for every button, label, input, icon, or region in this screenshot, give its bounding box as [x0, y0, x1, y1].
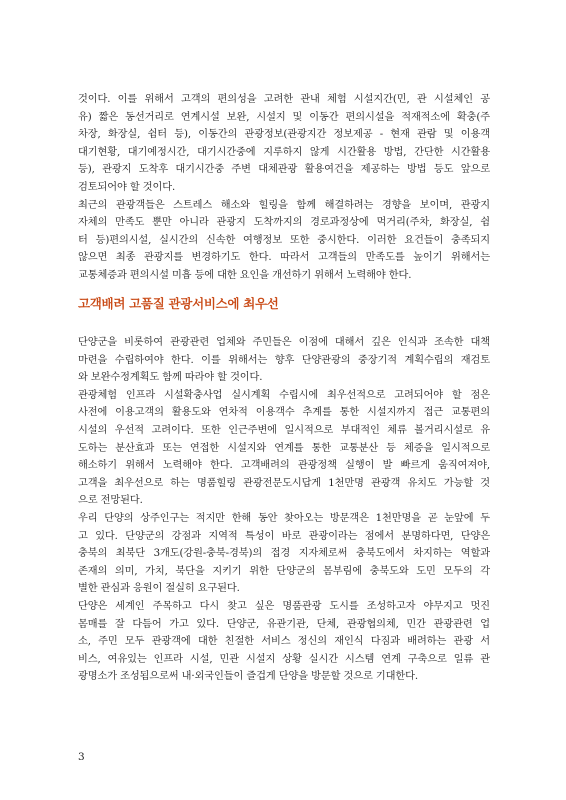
text-line: 마련을 수립하여야 한다. 이를 위해서는 향후 단양관광의 중장기적 계획수립의 재검토	[78, 354, 490, 366]
text-line: 충북의 최북단 3개도(강원-충북-경북)의 접경 지자체로써 충북도에서 차지하는 역할과	[78, 548, 490, 560]
text-line: 비스, 여유있는 인프라 시설, 민관 시설지 상황 실시간 시스템 연계 구축으로 일류 관	[78, 653, 490, 665]
text-line: 우리 단양의 상주인구는 적지만 한해 동안 찾아오는 방문객은 1천만명을 곧 눈앞에 두	[78, 512, 490, 524]
text-line: 터 등)편의시설, 실시간의 신속한 여행정보 또한 중시한다. 이러한 요건들이 충족되지	[78, 234, 490, 246]
text-line: 사전에 이용고객의 활용도와 연차적 이용객수 추계를 통한 시설지까지 접근 교통편의	[78, 407, 490, 419]
text-line: 고객을 최우선으로 하는 명품힐링 관광전문도시답게 1천만명 관광객 유치도 가능할 것	[78, 477, 490, 489]
text-line: 최근의 관광객들은 스트레스 해소와 힐링을 함께 해결하려는 경향을 보이며, 관광지	[78, 199, 490, 211]
text-line: 것이다. 이를 위해서 고객의 편의성을 고려한 관내 체험 시설지간(민, 관 시설체인 공	[78, 94, 490, 105]
text-line: 단양은 세계인 주목하고 다시 찾고 싶은 명품관광 도시를 조성하고자 야무지고 멋진	[78, 600, 490, 612]
page-number: 3	[78, 751, 85, 763]
text-line: 등), 관광지 도착후 대기시간중 주변 대체관광 활용여건을 제공하는 방법 등도 앞으로	[78, 164, 490, 176]
text-line: 검토되어야 할 것이다.	[78, 181, 176, 193]
text-line: 교통체증과 편의시설 미흡 등에 대한 요인을 개선하기 위해서 노력해야 한다.	[78, 269, 412, 281]
text-line: 존재의 의미, 가치, 북단을 지키기 위한 단양군의 몸부림에 충북도와 도민 모두의 각	[78, 565, 490, 577]
text-line: 으로 전망된다.	[78, 495, 143, 507]
text-line: 몸매를 잘 다듬어 가고 있다. 단양군, 유관기관, 단체, 관광협의체, 민간 관광관련 업	[78, 618, 490, 630]
text-line: 별한 관심과 응원이 절실히 요구된다.	[78, 583, 240, 595]
text-line: 않으면 최종 관광지를 변경하기도 한다. 따라서 고객들의 만족도를 높이기 위해서는	[78, 252, 490, 264]
body-section-main	[78, 334, 490, 686]
text-line: 시설의 우선적 고려이다. 또한 인근주변에 일시적으로 부대적인 체류 볼거리시설로 유	[78, 424, 490, 436]
text-line: 소, 주민 모두 관광객에 대한 친절한 서비스 정신의 재인식 다짐과 배려하는 관광 서	[78, 636, 490, 648]
body-section-intro	[78, 91, 490, 285]
text-line: 관광체험 인프라 시설확충사업 실시계획 수립시에 최우선적으로 고려되어야 할 점은	[78, 389, 490, 401]
text-line: 단양군을 비롯하여 관광관련 업체와 주민들은 이점에 대해서 깊은 인식과 조속한 대책	[78, 337, 490, 348]
text-line: 광명소가 조성됨으로써 내·외국인들이 즐겁게 단양을 방문할 것으로 기대한다.	[78, 671, 418, 683]
text-line: 도하는 분산효과 또는 연접한 시설지와 연계를 통한 교통분산 등 체증을 일시적으로	[78, 442, 490, 454]
text-line: 자체의 만족도 뿐만 아니라 관광지 도착까지의 경로과정상에 먹거리(주차, 화장실, 쉼	[78, 217, 490, 229]
text-line: 고 있다. 단양군의 강점과 지역적 특성이 바로 관광이라는 점에서 분명하다면, 단양은	[78, 530, 490, 542]
section-heading: 고객배려 고품질 관광서비스에 최우선	[78, 296, 279, 311]
text-line: 대기현황, 대기예정시간, 대기시간중에 지루하지 않게 시간활용 방법, 간단한 시간활용	[78, 146, 490, 158]
text-line: 유) 짧은 동선거리로 연계시설 보완, 시설지 및 이동간 편의시설을 적재적소에 확충(주	[78, 111, 490, 123]
text-line: 차장, 화장실, 쉼터 등), 이동간의 관광정보(관광지간 정보제공 - 현재 관람 및 이용객	[78, 129, 490, 141]
text-line: 해소하기 위해서 노력해야 한다. 고객배려의 관광정책 실행이 발 빠르게 움직여져야,	[78, 460, 490, 472]
text-line: 와 보완수정계획도 함께 따라야 할 것이다.	[78, 372, 263, 384]
